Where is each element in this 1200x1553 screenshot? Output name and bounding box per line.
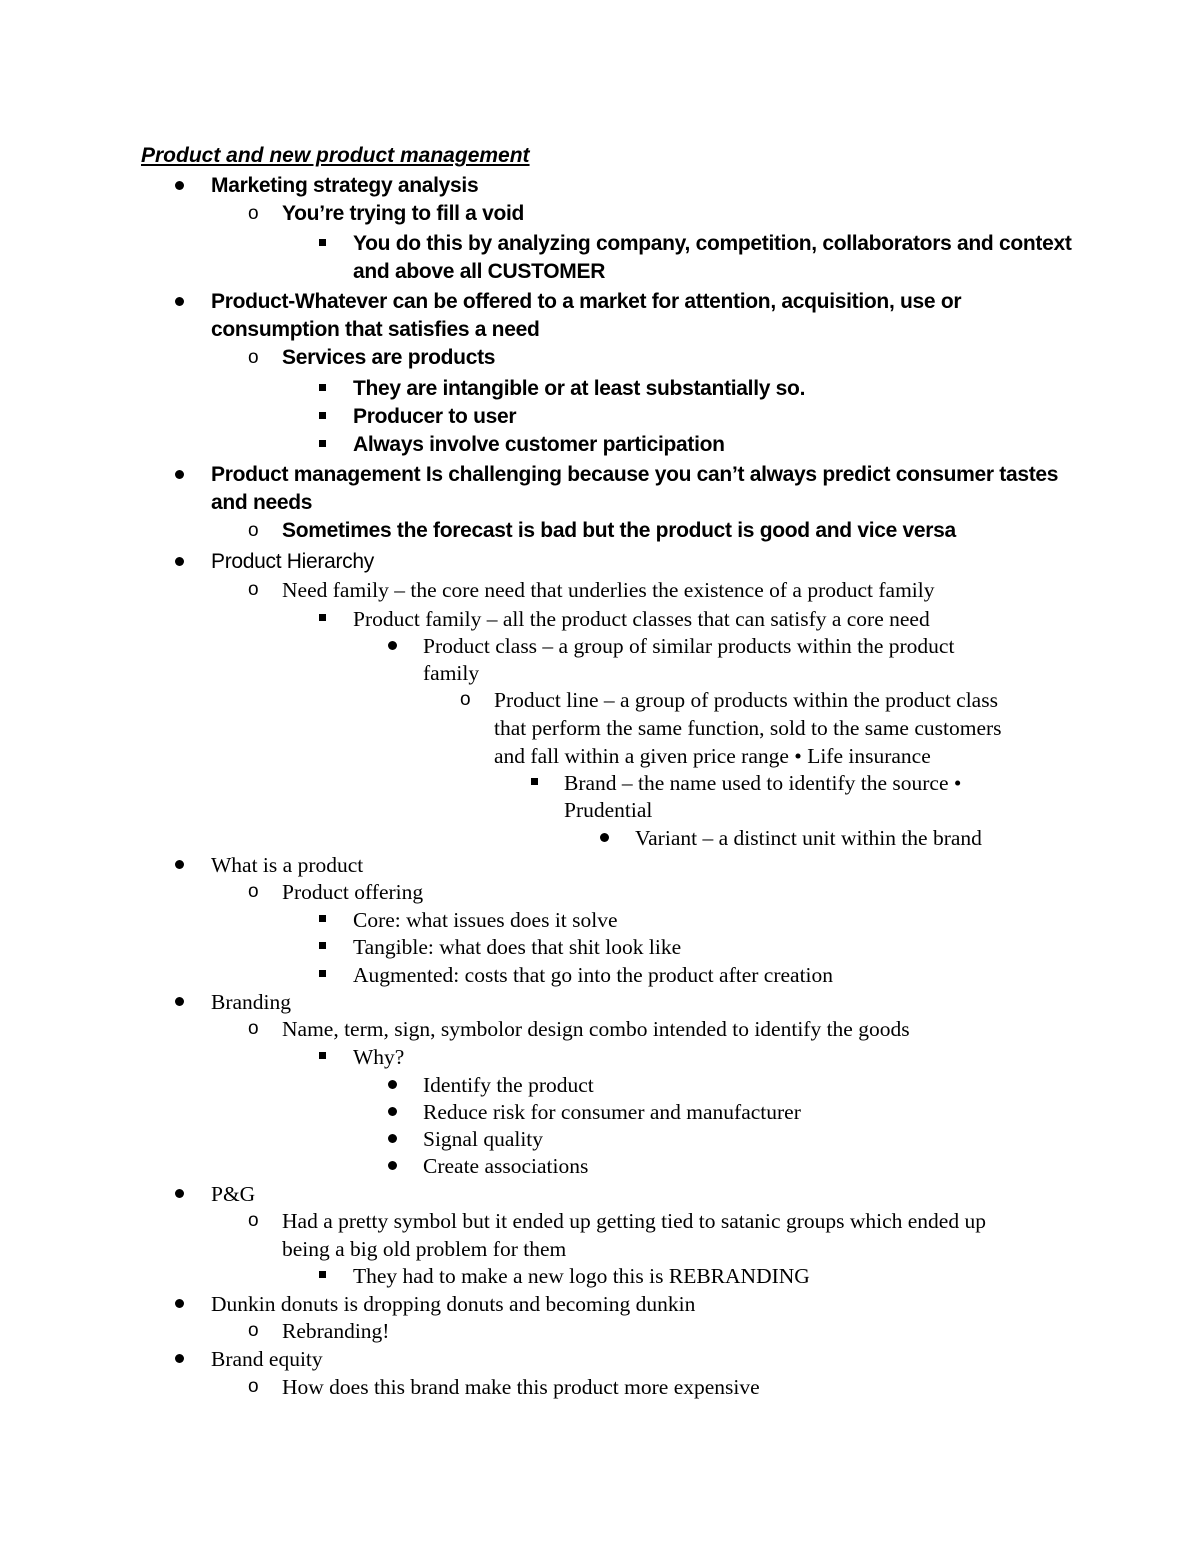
list-item: Marketing strategy analysis <box>211 174 479 197</box>
list-item: Brand equity <box>211 1347 323 1371</box>
list-item: Sometimes the forecast is bad but the product is good and vice versa <box>282 519 956 542</box>
list-item: Core: what issues does it solve <box>353 908 618 932</box>
list-item: Signal quality <box>423 1127 544 1151</box>
list-item: Product Hierarchy <box>211 550 374 573</box>
list-item: Product offering <box>282 880 424 904</box>
list-item: Producer to user <box>353 405 517 428</box>
list-item: Reduce risk for consumer and manufacturer <box>423 1100 801 1124</box>
list-item: You do this by analyzing company, competition, collaborators and context <box>353 232 1072 255</box>
list-item: Rebranding! <box>282 1319 390 1343</box>
list-item: How does this brand make this product more expensive <box>282 1375 760 1399</box>
list-item: Create associations <box>423 1154 589 1178</box>
list-item: P&G <box>211 1182 256 1206</box>
circle-bullet-icon: o <box>248 1376 259 1397</box>
list-item: Had a pretty symbol but it ended up getting tied to satanic groups which ended up <box>282 1209 986 1233</box>
list-item-continuation: and fall within a given price range • Life insurance <box>494 744 931 768</box>
list-item: Dunkin donuts is dropping donuts and becoming dunkin <box>211 1292 696 1316</box>
list-item: Always involve customer participation <box>353 433 725 456</box>
circle-bullet-icon: o <box>248 520 259 541</box>
list-item-continuation: consumption that satisfies a need <box>211 318 540 341</box>
list-item: Augmented: costs that go into the product after creation <box>353 963 834 987</box>
list-item-continuation: that perform the same function, sold to the same customers <box>494 716 1002 740</box>
circle-bullet-icon: o <box>248 881 259 902</box>
list-item-continuation: family <box>423 661 480 685</box>
circle-bullet-icon: o <box>248 579 259 600</box>
list-item: What is a product <box>211 853 364 877</box>
list-item: Services are products <box>282 346 496 369</box>
list-item-continuation: Prudential <box>564 798 653 822</box>
list-item-continuation: and above all CUSTOMER <box>353 260 606 283</box>
circle-bullet-icon: o <box>248 1018 259 1039</box>
list-item: Branding <box>211 990 292 1014</box>
circle-bullet-icon: o <box>248 347 259 368</box>
list-item: They are intangible or at least substantially so. <box>353 377 806 400</box>
list-item: You’re trying to fill a void <box>282 202 525 225</box>
circle-bullet-icon: o <box>248 1210 259 1231</box>
list-item: Tangible: what does that shit look like <box>353 935 682 959</box>
list-item: Why? <box>353 1045 405 1069</box>
list-item: They had to make a new logo this is REBRANDING <box>353 1264 810 1288</box>
list-item: Product management Is challenging because you can’t always predict consumer tastes <box>211 463 1059 486</box>
list-item: Variant – a distinct unit within the brand <box>635 826 982 850</box>
list-item: Name, term, sign, symbolor design combo intended to identify the goods <box>282 1017 910 1041</box>
circle-bullet-icon: o <box>248 203 259 224</box>
circle-bullet-icon: o <box>248 1320 259 1341</box>
list-item: Need family – the core need that underlies the existence of a product family <box>282 578 935 602</box>
list-item: Product-Whatever can be offered to a market for attention, acquisition, use or <box>211 290 962 313</box>
list-item-continuation: being a big old problem for them <box>282 1237 567 1261</box>
list-item-continuation: and needs <box>211 491 313 514</box>
list-item: Product class – a group of similar products within the product <box>423 634 955 658</box>
list-item: Identify the product <box>423 1073 594 1097</box>
list-item: Product line – a group of products within the product class <box>494 688 998 712</box>
list-item: Product family – all the product classes that can satisfy a core need <box>353 607 930 631</box>
circle-bullet-icon: o <box>460 689 471 710</box>
page-title: Product and new product management <box>141 144 530 167</box>
list-item: Brand – the name used to identify the source • <box>564 771 962 795</box>
